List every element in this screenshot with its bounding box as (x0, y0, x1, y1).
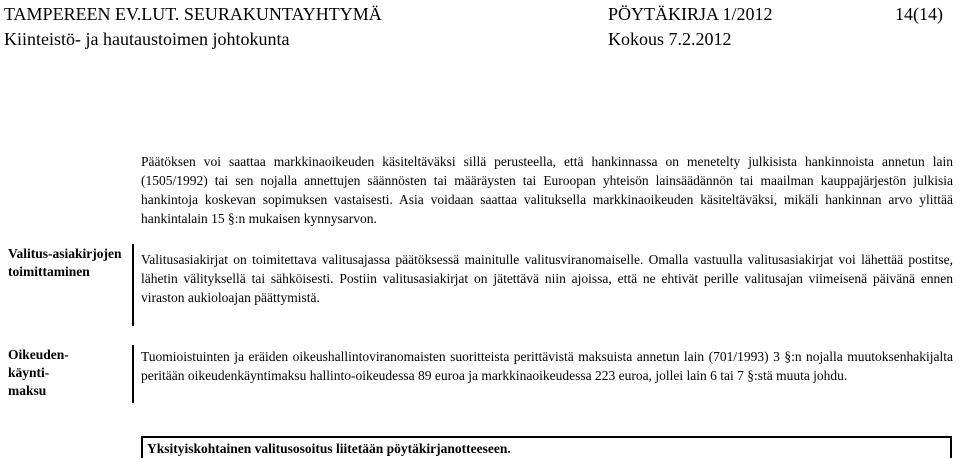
header-org: TAMPEREEN EV.LUT. SEURAKUNTAYHTYMÄ (4, 4, 382, 24)
delivery-divider (132, 244, 134, 326)
header-page: 14(14) (895, 4, 943, 24)
delivery-label: Valitus-asiakirjojen toimittaminen (8, 246, 122, 279)
fees-paragraph: Tuomioistuinten ja eräiden oikeushallintoviranomaisten suoritteista perittävistä maksuista annetun lain (701/1993) 3 §:n nojalla muutoksenhakijalta peritään oikeudenkäyntimaksu hallinto-oikeudessa 89 euroa ja markkinaoikeudessa 223 euroa, jollei lain 6 tai 7 §:stä muuta johdu. (141, 349, 953, 383)
market-court-paragraph: Päätöksen voi saattaa markkinaoikeuden käsiteltäväksi sillä perusteella, että hankinnassa on menetelty julkisista hankinnoista annetun lain (1505/1992) tai sen nojalla annettujen säännösten tai määräysten tai Euroopan yhteisön lainsäädännön tai maailman kauppajärjestön julkisia hankintoja koskevan sopimuksen vastaisesti. Asia voidaan saattaa valituksella markkinaoikeuden käsiteltäväksi, mikäli hankinnan arvo ylittää hankintalain 15 §:n mukaisen kynnysarvon. (141, 154, 953, 226)
header-meeting: Kokous 7.2.2012 (608, 29, 732, 49)
footer-note: Yksityiskohtainen valitusosoitus liitetään pöytäkirjanotteeseen. (147, 441, 511, 456)
delivery-paragraph: Valitusasiakirjat on toimitettava valitusajassa päätöksessä mainitulle valitusviranomaiselle. Omalla vastuulla valitusasiakirjat voi lähettää postitse, lähetin välityksellä tai sähköisesti. Postiin valitusasiakirjat on jätettävä niin ajoissa, että ne ehtivät perille valitusajan viimeisenä päivänä ennen viraston aukioloajan päättymistä. (141, 252, 953, 305)
fees-divider (132, 345, 134, 403)
header-protocol: PÖYTÄKIRJA 1/2012 (608, 4, 773, 24)
footer-note-box (141, 436, 952, 458)
fees-label: Oikeuden-käynti-maksu (8, 347, 69, 398)
header-board: Kiinteistö- ja hautaustoimen johtokunta (4, 29, 290, 49)
